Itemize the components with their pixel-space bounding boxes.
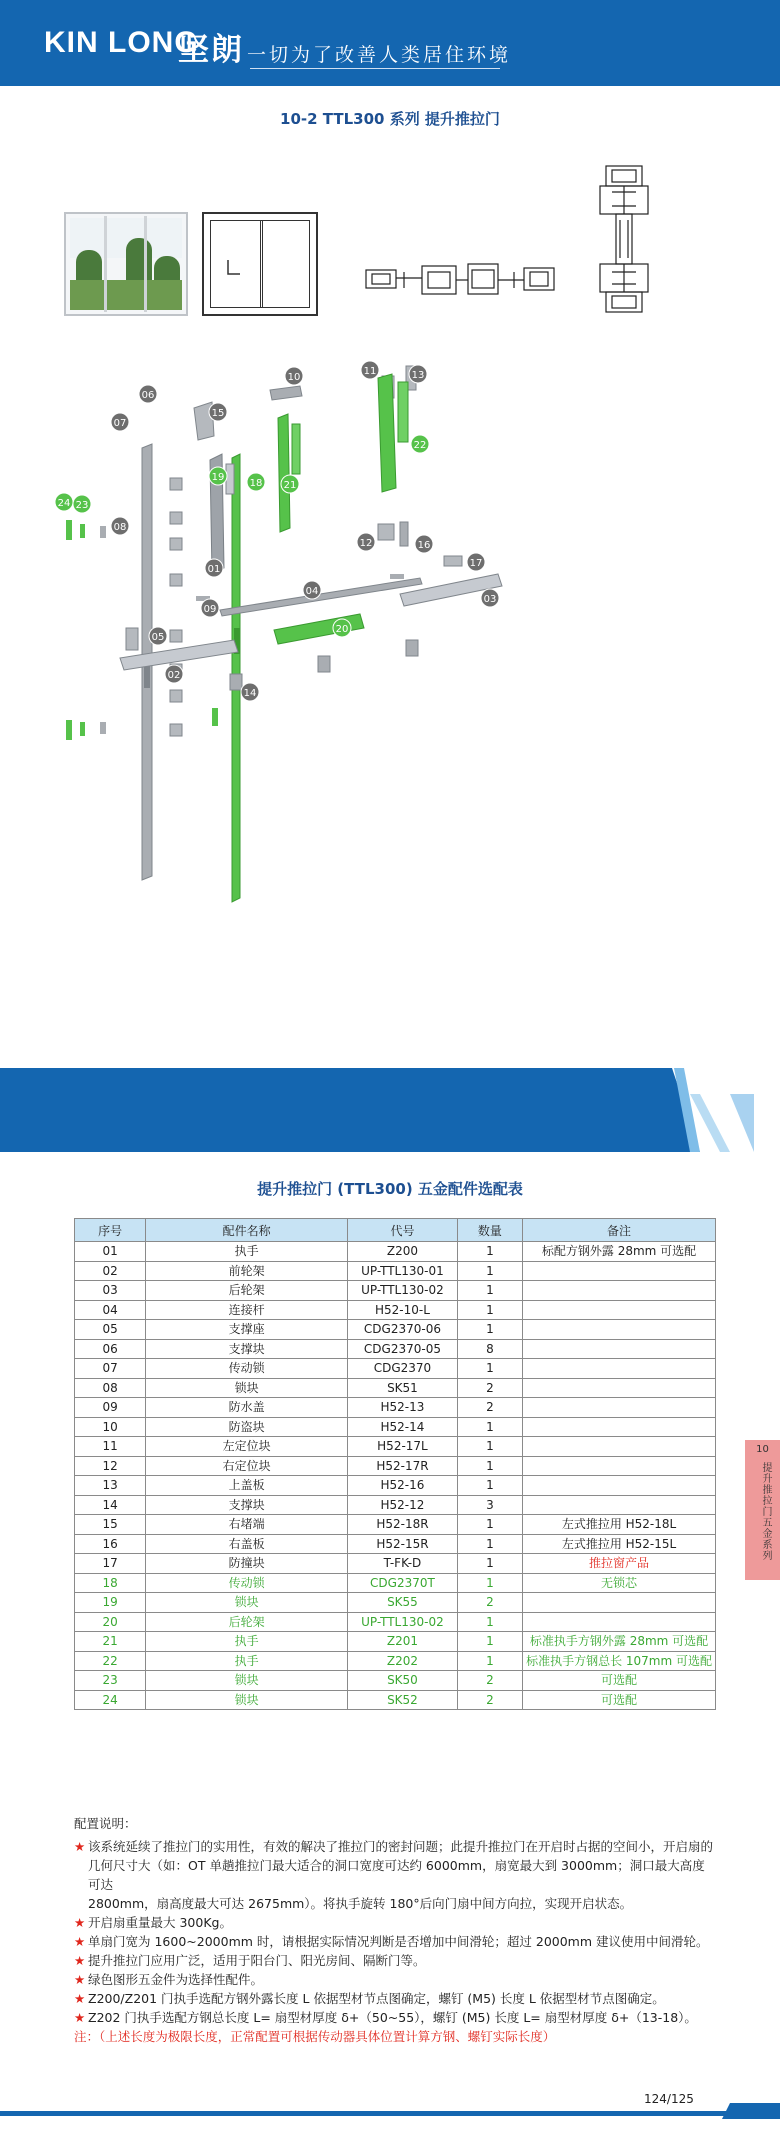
col-header-remark: 备注 (523, 1219, 716, 1242)
callout-24: 24 (57, 498, 71, 509)
page-number: 124/125 (644, 2092, 694, 2106)
cell-name: 防水盖 (146, 1398, 348, 1418)
cell-index: 15 (75, 1515, 146, 1535)
callout-20: 20 (335, 624, 349, 635)
brand-logo-latin: KIN LONG (44, 26, 199, 59)
part-06-support-block (170, 538, 182, 550)
cell-name: 支撑块 (146, 1495, 348, 1515)
table-row (75, 1495, 716, 1515)
chapter-side-tab (745, 1440, 780, 1580)
part-06-support-block (170, 478, 182, 490)
cell-remark (523, 1300, 716, 1320)
cell-qty: 1 (457, 1359, 522, 1379)
cell-qty: 2 (457, 1593, 522, 1613)
table-row (75, 1359, 716, 1379)
note-warning-text: （上述长度为极限长度，正常配置可根据传动器具体位置计算方钢、螺钉实际长度） (99, 2029, 556, 2044)
note-item (74, 1913, 714, 1932)
table-row (75, 1534, 716, 1554)
brand-logo-cn: 坚朗 (178, 32, 244, 68)
part-08-lock-block (100, 722, 106, 734)
cell-name: 支撑块 (146, 1339, 348, 1359)
star-bullet-icon: ★ (74, 1953, 86, 1968)
part-10-anti-theft-block (270, 386, 302, 400)
part-23-lock-block (80, 722, 85, 736)
cell-remark (523, 1456, 716, 1476)
star-bullet-icon: ★ (74, 1991, 86, 2006)
callout-07: 07 (113, 418, 127, 429)
col-header-name: 配件名称 (146, 1219, 348, 1242)
cell-code: UP-TTL130-02 (348, 1281, 458, 1301)
star-bullet-icon: ★ (74, 1839, 86, 1854)
photo-lawn (70, 280, 182, 310)
cell-name: 锁块 (146, 1378, 348, 1398)
cell-remark (523, 1612, 716, 1632)
cell-qty: 8 (457, 1339, 522, 1359)
callout-01: 01 (207, 564, 221, 575)
part-07-lock-body (144, 664, 150, 688)
callout-group (201, 361, 485, 701)
cell-name: 锁块 (146, 1671, 348, 1691)
cell-remark (523, 1417, 716, 1437)
table-row (75, 1554, 716, 1574)
table-row (75, 1242, 716, 1262)
cell-code: SK51 (348, 1378, 458, 1398)
part-24-lock-block (66, 720, 72, 740)
part-23-lock-block (80, 524, 85, 538)
cell-index: 11 (75, 1437, 146, 1457)
cell-code: H52-16 (348, 1476, 458, 1496)
note-text: 开启扇重量最大 300Kg。 (88, 1915, 232, 1930)
table-title: 提升推拉门 (TTL300) 五金配件选配表 (257, 1180, 523, 1198)
cell-qty: 1 (457, 1612, 522, 1632)
callout-04: 04 (305, 586, 319, 597)
note-item (74, 1989, 714, 2008)
table-row (75, 1281, 716, 1301)
callout-02: 02 (167, 670, 181, 681)
callout-16: 16 (417, 540, 431, 551)
cell-qty: 1 (457, 1534, 522, 1554)
note-item (74, 1970, 714, 1989)
vertical-section-drawing (590, 164, 658, 316)
cell-index: 19 (75, 1593, 146, 1613)
callout-12: 12 (359, 538, 373, 549)
cell-index: 01 (75, 1242, 146, 1262)
cell-name: 左定位块 (146, 1437, 348, 1457)
table-row (75, 1417, 716, 1437)
note-warning (74, 2027, 714, 2046)
cell-name: 上盖板 (146, 1476, 348, 1496)
callout-22: 22 (413, 440, 427, 451)
cell-name: 右堵端 (146, 1515, 348, 1535)
table-row-optional (75, 1671, 716, 1691)
part-14-support-block (318, 656, 330, 672)
part-05-support-seat (126, 628, 138, 650)
note-item (74, 1837, 714, 1856)
cell-name: 防撞块 (146, 1554, 348, 1574)
cell-code: H52-15R (348, 1534, 458, 1554)
note-item-continued (74, 1856, 714, 1894)
cell-index: 20 (75, 1612, 146, 1632)
cell-remark: 可选配 (523, 1671, 716, 1691)
cell-name: 支撑座 (146, 1320, 348, 1340)
callout-15: 15 (211, 408, 225, 419)
cell-index: 12 (75, 1456, 146, 1476)
cell-code: Z200 (348, 1242, 458, 1262)
horizontal-section-drawing (364, 244, 556, 314)
table-row-optional (75, 1690, 716, 1710)
cell-remark: 标准执手方钢外露 28mm 可选配 (523, 1632, 716, 1652)
cell-remark: 标配方钢外露 28mm 可选配 (523, 1242, 716, 1262)
part-17-bumper (444, 556, 462, 566)
brand-slogan: 一切为了改善人类居住环境 (247, 44, 512, 66)
cell-code: H52-13 (348, 1398, 458, 1418)
cell-name: 右盖板 (146, 1534, 348, 1554)
cell-remark (523, 1476, 716, 1496)
table-row-optional (75, 1612, 716, 1632)
cell-name: 连接杆 (146, 1300, 348, 1320)
note-text: Z200/Z201 门执手选配方钢外露长度 L 依据型材节点图确定，螺钉 (M5) 长度 L 依据型材节点图确定。 (88, 1991, 665, 2006)
cell-index: 17 (75, 1554, 146, 1574)
cell-name: 右定位块 (146, 1456, 348, 1476)
cell-index: 18 (75, 1573, 146, 1593)
cell-remark (523, 1437, 716, 1457)
cell-qty: 1 (457, 1320, 522, 1340)
cell-qty: 1 (457, 1261, 522, 1281)
cell-code: Z202 (348, 1651, 458, 1671)
table-row (75, 1261, 716, 1281)
cell-code: SK50 (348, 1671, 458, 1691)
photo-tree (126, 238, 152, 284)
note-item-continued (74, 1894, 714, 1913)
star-bullet-icon: ★ (74, 1915, 86, 1930)
cell-index: 06 (75, 1339, 146, 1359)
table-row (75, 1398, 716, 1418)
cell-remark (523, 1261, 716, 1281)
section-banner (0, 1068, 700, 1152)
col-header-code: 代号 (348, 1219, 458, 1242)
cell-qty: 1 (457, 1242, 522, 1262)
cell-qty: 1 (457, 1515, 522, 1535)
cell-qty: 1 (457, 1476, 522, 1496)
cell-remark (523, 1339, 716, 1359)
col-header-qty: 数量 (457, 1219, 522, 1242)
cell-name: 后轮架 (146, 1612, 348, 1632)
part-01-handle-plate (226, 464, 234, 494)
cell-remark: 无锁芯 (523, 1573, 716, 1593)
cell-qty: 1 (457, 1417, 522, 1437)
cell-qty: 1 (457, 1456, 522, 1476)
table-row (75, 1339, 716, 1359)
photo-tree (76, 250, 102, 284)
note-text: 单扇门宽为 1600~2000mm 时，请根据实际情况判断是否增加中间滑轮；超过 2000mm 建议使用中间滑轮。 (88, 1934, 709, 1949)
note-item (74, 2008, 714, 2027)
handle-symbol-icon (224, 258, 244, 278)
cell-qty: 1 (457, 1437, 522, 1457)
footer-tab (722, 2103, 780, 2119)
callout-09: 09 (203, 604, 217, 615)
callout-06: 06 (141, 390, 155, 401)
hardware-table (74, 1218, 716, 1710)
cell-qty: 1 (457, 1632, 522, 1652)
callout-03: 03 (483, 594, 497, 605)
callout-13: 13 (411, 370, 425, 381)
chapter-label: 提升推拉门五金系列 (760, 1462, 771, 1561)
cell-remark (523, 1398, 716, 1418)
cell-remark (523, 1359, 716, 1379)
note-text: 提升推拉门应用广泛，适用于阳台门、阳光房间、隔断门等。 (88, 1953, 426, 1968)
table-row-optional (75, 1573, 716, 1593)
cell-remark (523, 1593, 716, 1613)
photo-mullion (144, 216, 147, 312)
cell-index: 07 (75, 1359, 146, 1379)
cell-code: H52-12 (348, 1495, 458, 1515)
cell-remark (523, 1495, 716, 1515)
table-row (75, 1300, 716, 1320)
part-04-connecting-rod (220, 578, 422, 616)
table-row (75, 1515, 716, 1535)
cell-qty: 1 (457, 1281, 522, 1301)
cell-qty: 3 (457, 1495, 522, 1515)
cell-remark: 标准执手方钢总长 107mm 可选配 (523, 1651, 716, 1671)
note-warning-label: 注： (74, 2029, 100, 2044)
part-06-support-block (170, 512, 182, 524)
cell-code: CDG2370 (348, 1359, 458, 1379)
cell-remark: 左式推拉用 H52-15L (523, 1534, 716, 1554)
cell-code: SK52 (348, 1690, 458, 1710)
callout-05: 05 (151, 632, 165, 643)
part-14-support-block (230, 674, 242, 690)
part-21-handle-plate (292, 424, 300, 474)
part-14-support-block (406, 640, 418, 656)
cell-code: H52-18R (348, 1515, 458, 1535)
footer-bar (0, 2111, 780, 2116)
cell-qty: 2 (457, 1398, 522, 1418)
table-row (75, 1437, 716, 1457)
cell-remark (523, 1281, 716, 1301)
exploded-parts-diagram (57, 366, 700, 958)
note-text: Z202 门执手选配方钢总长度 L= 扇型材厚度 δ+（50~55），螺钉 (M5) 长度 L= 扇型材厚度 δ+（13-18）。 (88, 2010, 697, 2025)
cell-name: 后轮架 (146, 1281, 348, 1301)
cell-name: 锁块 (146, 1690, 348, 1710)
callout-23: 23 (75, 500, 89, 511)
slogan-underline (250, 68, 500, 69)
cell-index: 14 (75, 1495, 146, 1515)
cell-index: 08 (75, 1378, 146, 1398)
cell-qty: 1 (457, 1573, 522, 1593)
cell-remark: 可选配 (523, 1690, 716, 1710)
callout-11: 11 (363, 366, 377, 377)
cell-code: Z201 (348, 1632, 458, 1652)
callout-10: 10 (287, 372, 301, 383)
callout-14: 14 (243, 688, 257, 699)
col-header-index: 序号 (75, 1219, 146, 1242)
note-item (74, 1951, 714, 1970)
cell-index: 13 (75, 1476, 146, 1496)
elevation-drawing (202, 212, 318, 316)
cell-remark: 左式推拉用 H52-18L (523, 1515, 716, 1535)
note-text: 几何尺寸大（如：OT 单趟推拉门最大适合的洞口宽度可达约 6000mm，扇宽最大到 3000mm；洞口最大高度可达 (88, 1858, 705, 1892)
cell-index: 23 (75, 1671, 146, 1691)
note-text: 绿色图形五金件为选择性配件。 (88, 1972, 264, 1987)
product-title: 10-2 TTL300 系列 提升推拉门 (280, 110, 500, 128)
cell-index: 02 (75, 1261, 146, 1281)
part-06-support-block (170, 690, 182, 702)
callout-08: 08 (113, 522, 127, 533)
cell-name: 执手 (146, 1651, 348, 1671)
part-06-support-block (170, 724, 182, 736)
callout-21: 21 (283, 480, 297, 491)
product-photo (64, 212, 188, 316)
cell-qty: 2 (457, 1690, 522, 1710)
cell-code: H52-17R (348, 1456, 458, 1476)
note-item (74, 1932, 714, 1951)
table-row (75, 1378, 716, 1398)
cell-code: SK55 (348, 1593, 458, 1613)
elevation-meeting-stile (260, 220, 263, 308)
cell-code: CDG2370-05 (348, 1339, 458, 1359)
note-text: 该系统延续了推拉门的实用性，有效的解决了推拉门的密封问题；此提升推拉门在开启时占据的空间小，开启扇的 (88, 1839, 714, 1854)
cell-index: 22 (75, 1651, 146, 1671)
cell-code: CDG2370T (348, 1573, 458, 1593)
part-24-lock-block (66, 520, 72, 540)
cell-code: CDG2370-06 (348, 1320, 458, 1340)
part-19-lock-block (212, 708, 218, 726)
photo-mullion (104, 216, 107, 312)
cell-remark (523, 1320, 716, 1340)
callout-19: 19 (211, 472, 225, 483)
star-bullet-icon: ★ (74, 1972, 86, 1987)
cell-qty: 1 (457, 1554, 522, 1574)
part-21-handle (278, 414, 290, 532)
table-row (75, 1456, 716, 1476)
part-09-waterproof-cap (390, 574, 404, 579)
cell-index: 10 (75, 1417, 146, 1437)
cell-index: 21 (75, 1632, 146, 1652)
callout-18: 18 (249, 478, 263, 489)
part-06-support-block (170, 574, 182, 586)
cell-code: UP-TTL130-02 (348, 1612, 458, 1632)
cell-index: 09 (75, 1398, 146, 1418)
callout-17: 17 (469, 558, 483, 569)
cell-name: 传动锁 (146, 1359, 348, 1379)
cell-code: H52-14 (348, 1417, 458, 1437)
cell-index: 05 (75, 1320, 146, 1340)
star-bullet-icon: ★ (74, 1934, 86, 1949)
table-row (75, 1476, 716, 1496)
table-header-row (75, 1219, 716, 1242)
cell-name: 传动锁 (146, 1573, 348, 1593)
part-08-lock-block (100, 526, 106, 538)
cell-code: T-FK-D (348, 1554, 458, 1574)
cell-name: 前轮架 (146, 1261, 348, 1281)
part-16-side-cover (400, 522, 408, 546)
part-12-positioning-block (378, 524, 394, 540)
cell-remark: 推拉窗产品 (523, 1554, 716, 1574)
cell-name: 防盗块 (146, 1417, 348, 1437)
cell-remark (523, 1378, 716, 1398)
config-notes (74, 1814, 714, 2046)
cell-qty: 2 (457, 1378, 522, 1398)
cell-index: 04 (75, 1300, 146, 1320)
cell-qty: 2 (457, 1671, 522, 1691)
cell-index: 16 (75, 1534, 146, 1554)
cell-qty: 1 (457, 1300, 522, 1320)
part-06-support-block (170, 630, 182, 642)
chapter-number: 10 (756, 1444, 769, 1455)
cell-code: H52-10-L (348, 1300, 458, 1320)
cell-name: 执手 (146, 1242, 348, 1262)
note-text: 2800mm，扇高度最大可达 2675mm）。将执手旋转 180°后向门扇中间方向拉，实现开启状态。 (88, 1896, 633, 1911)
table-row-optional (75, 1651, 716, 1671)
cell-index: 24 (75, 1690, 146, 1710)
cell-code: UP-TTL130-01 (348, 1261, 458, 1281)
cell-qty: 1 (457, 1651, 522, 1671)
table-row-optional (75, 1632, 716, 1652)
table-row-optional (75, 1593, 716, 1613)
part-22-handle-plate (398, 382, 408, 442)
cell-name: 执手 (146, 1632, 348, 1652)
star-bullet-icon: ★ (74, 2010, 86, 2025)
notes-title: 配置说明： (74, 1816, 137, 1831)
cell-index: 03 (75, 1281, 146, 1301)
cell-code: H52-17L (348, 1437, 458, 1457)
cell-name: 锁块 (146, 1593, 348, 1613)
table-row (75, 1320, 716, 1340)
